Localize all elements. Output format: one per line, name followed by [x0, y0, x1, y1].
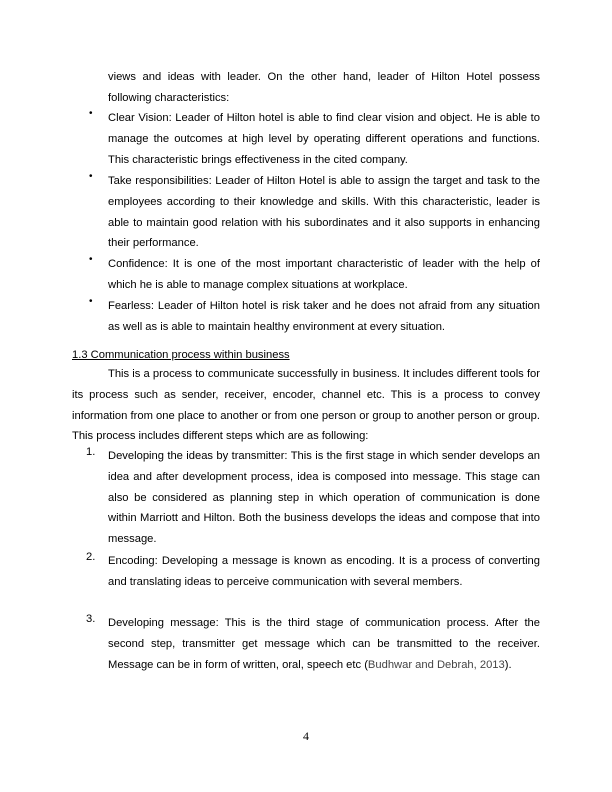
step-text: Developing message: This is the third stage of communication process. After the second step, transmitter get message which can be transmitted to the receiver. Message can be in form of written, oral, speech etc ( [108, 617, 540, 671]
step-number: 2. [86, 551, 96, 563]
bullet-marker: • [89, 171, 93, 182]
citation: Budhwar and Debrah, 2013 [367, 658, 505, 671]
bullet-text: Fearless: Leader of Hilton hotel is risk taker and he does not afraid from any situation as well as is able to maintain healthy environment at every situation. [108, 300, 540, 333]
bullet-marker: • [89, 296, 93, 307]
step-text: Developing the ideas by transmitter: This is the first stage in which sender develops an idea and after development process, idea is composed into message. This stage can also be considered as planning step in which operation of communication is done within Marriott and Hilton. Both the business develops the ideas and compose that into message. [108, 450, 540, 546]
step-item-3 [86, 613, 540, 675]
bullet-marker: • [89, 108, 93, 119]
step-item-2 [86, 551, 540, 593]
step-item-1 [86, 446, 540, 550]
bullet-item-clear-vision [89, 108, 540, 170]
bullet-item-fearless [89, 296, 540, 338]
page-number: 4 [303, 729, 309, 743]
bullet-item-confidence [89, 254, 540, 296]
step-text-block [108, 613, 540, 675]
step-number: 3. [86, 613, 96, 625]
step-number: 1. [86, 446, 96, 458]
bullet-text: Confidence: It is one of the most important characteristic of leader with the help of which he is able to manage complex situations at workplace. [108, 258, 540, 291]
step-text: Encoding: Developing a message is known as encoding. It is a process of converting and translating ideas to perceive communication with several members. [108, 555, 540, 588]
bullet-text: Take responsibilities: Leader of Hilton Hotel is able to assign the target and task to the employees according to their knowledge and skills. With this characteristic, leader is able to maintain good relation with his subordinates and it also supports in enhancing their performance. [108, 175, 540, 250]
intro-paragraph: This is a process to communicate successfully in business. It includes different tools for its process such as sender, receiver, encoder, channel etc. This is a process to convey information from one place to another or from one person or group to another person or group. This process includes different steps which are as following: [72, 368, 540, 443]
continuation-paragraph: views and ideas with leader. On the other hand, leader of Hilton Hotel possess following characteristics: [108, 71, 540, 104]
section-heading: 1.3 Communication process within business [72, 349, 290, 361]
bullet-text: Clear Vision: Leader of Hilton hotel is able to find clear vision and object. He is able to manage the outcomes at high level by operating different operations and functions. This characteristic brings effectiveness in the cited company. [108, 112, 540, 166]
bullet-item-responsibilities [89, 171, 540, 254]
bullet-marker: • [89, 254, 93, 265]
citation-close: ). [504, 658, 512, 671]
